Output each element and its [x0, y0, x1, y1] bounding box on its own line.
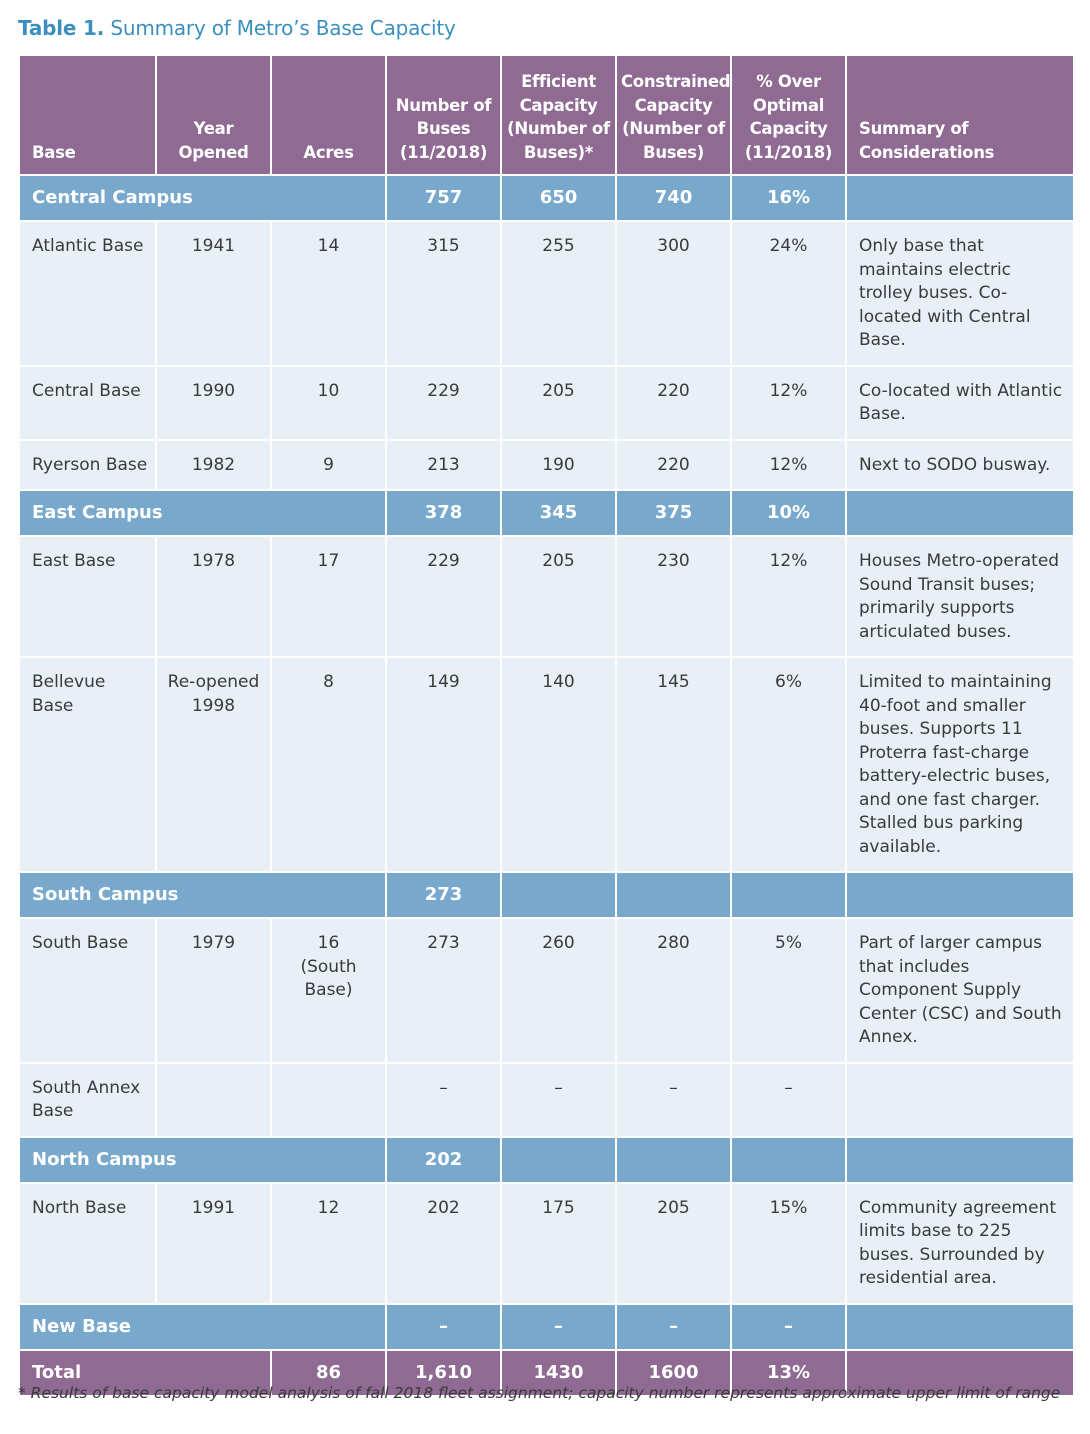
- base-acres: 17: [271, 536, 386, 657]
- table-number: Table 1.: [18, 16, 105, 40]
- base-constrained: 220: [616, 366, 731, 440]
- base-year: 1991: [156, 1183, 271, 1304]
- header-base: Base: [19, 55, 156, 175]
- header-year-opened: Year Opened: [156, 55, 271, 175]
- base-efficient: 205: [501, 536, 616, 657]
- campus-over: [731, 872, 846, 918]
- base-efficient: 175: [501, 1183, 616, 1304]
- campus-row-north: [19, 1137, 1074, 1183]
- base-name: Bellevue Base: [19, 657, 156, 872]
- base-over: 15%: [731, 1183, 846, 1304]
- base-constrained: 300: [616, 221, 731, 366]
- campus-buses: –: [386, 1304, 501, 1350]
- base-notes: Community agreement limits base to 225 buses. Surrounded by residential area.: [846, 1183, 1074, 1304]
- base-year: Re-opened 1998: [156, 657, 271, 872]
- base-efficient: 205: [501, 366, 616, 440]
- total-acres: 86: [271, 1350, 386, 1396]
- campus-row-new-base: [19, 1304, 1074, 1350]
- base-notes: Next to SODO busway.: [846, 440, 1074, 491]
- base-notes: Part of larger campus that includes Component Supply Center (CSC) and South Annex.: [846, 918, 1074, 1063]
- header-number-of-buses: Number of Buses (11/2018): [386, 55, 501, 175]
- base-buses: 315: [386, 221, 501, 366]
- header-efficient-capacity: Efficient Capacity (Number of Buses)*: [501, 55, 616, 175]
- campus-name: East Campus: [19, 490, 386, 536]
- campus-efficient: [501, 872, 616, 918]
- base-name: Central Base: [19, 366, 156, 440]
- base-year: [156, 1063, 271, 1137]
- campus-row-east: [19, 490, 1074, 536]
- table-title: [18, 16, 456, 40]
- base-buses: –: [386, 1063, 501, 1137]
- campus-over: –: [731, 1304, 846, 1350]
- base-name: Atlantic Base: [19, 221, 156, 366]
- base-buses: 229: [386, 366, 501, 440]
- base-efficient: 190: [501, 440, 616, 491]
- base-notes: Houses Metro-operated Sound Transit buses; primarily supports articulated buses.: [846, 536, 1074, 657]
- base-over: 12%: [731, 366, 846, 440]
- base-over: 12%: [731, 440, 846, 491]
- table-row: [19, 1183, 1074, 1304]
- base-capacity-table: [18, 54, 1075, 1397]
- base-buses: 149: [386, 657, 501, 872]
- base-name: South Base: [19, 918, 156, 1063]
- table-row: [19, 440, 1074, 491]
- campus-efficient: –: [501, 1304, 616, 1350]
- base-year: 1941: [156, 221, 271, 366]
- base-acres: 14: [271, 221, 386, 366]
- base-over: –: [731, 1063, 846, 1137]
- campus-constrained: [616, 1137, 731, 1183]
- total-over: 13%: [731, 1350, 846, 1396]
- table-row: [19, 1063, 1074, 1137]
- base-constrained: –: [616, 1063, 731, 1137]
- base-year: 1982: [156, 440, 271, 491]
- campus-buses: 273: [386, 872, 501, 918]
- base-over: 24%: [731, 221, 846, 366]
- base-notes: Limited to maintaining 40-foot and smaller buses. Supports 11 Proterra fast-charge battery-electric buses, and one fast charger. Stalled bus parking available.: [846, 657, 1074, 872]
- campus-row-south: [19, 872, 1074, 918]
- campus-efficient: 345: [501, 490, 616, 536]
- table-row: [19, 366, 1074, 440]
- campus-row-central: [19, 175, 1074, 221]
- campus-buses: 378: [386, 490, 501, 536]
- base-acres: 8: [271, 657, 386, 872]
- base-name: North Base: [19, 1183, 156, 1304]
- campus-constrained: –: [616, 1304, 731, 1350]
- header-over-optimal: % Over Optimal Capacity (11/2018): [731, 55, 846, 175]
- header-constrained-capacity: Constrained Capacity (Number of Buses): [616, 55, 731, 175]
- base-buses: 273: [386, 918, 501, 1063]
- base-notes: Only base that maintains electric trolley buses. Co-located with Central Base.: [846, 221, 1074, 366]
- table-row: [19, 657, 1074, 872]
- total-buses: 1,610: [386, 1350, 501, 1396]
- base-buses: 229: [386, 536, 501, 657]
- base-notes: Co-located with Atlantic Base.: [846, 366, 1074, 440]
- campus-over: 16%: [731, 175, 846, 221]
- table-row: [19, 536, 1074, 657]
- base-efficient: –: [501, 1063, 616, 1137]
- base-constrained: 205: [616, 1183, 731, 1304]
- base-over: 12%: [731, 536, 846, 657]
- base-notes: [846, 1063, 1074, 1137]
- base-name: South Annex Base: [19, 1063, 156, 1137]
- campus-constrained: 375: [616, 490, 731, 536]
- base-acres: 12: [271, 1183, 386, 1304]
- base-year: 1979: [156, 918, 271, 1063]
- campus-name: South Campus: [19, 872, 386, 918]
- table-row: [19, 221, 1074, 366]
- header-row: [19, 55, 1074, 175]
- base-buses: 213: [386, 440, 501, 491]
- base-constrained: 230: [616, 536, 731, 657]
- campus-name: New Base: [19, 1304, 386, 1350]
- campus-buses: 202: [386, 1137, 501, 1183]
- table-row: [19, 918, 1074, 1063]
- header-acres: Acres: [271, 55, 386, 175]
- base-constrained: 220: [616, 440, 731, 491]
- campus-buses: 757: [386, 175, 501, 221]
- base-efficient: 140: [501, 657, 616, 872]
- base-year: 1978: [156, 536, 271, 657]
- base-acres: 9: [271, 440, 386, 491]
- campus-name: Central Campus: [19, 175, 386, 221]
- campus-notes: [846, 1304, 1074, 1350]
- campus-notes: [846, 872, 1074, 918]
- total-label: Total: [19, 1350, 271, 1396]
- base-name: Ryerson Base: [19, 440, 156, 491]
- campus-notes: [846, 175, 1074, 221]
- table-caption: Summary of Metro’s Base Capacity: [104, 16, 456, 40]
- campus-name: North Campus: [19, 1137, 386, 1183]
- base-over: 5%: [731, 918, 846, 1063]
- base-year: 1990: [156, 366, 271, 440]
- base-constrained: 280: [616, 918, 731, 1063]
- campus-notes: [846, 1137, 1074, 1183]
- campus-efficient: 650: [501, 175, 616, 221]
- base-buses: 202: [386, 1183, 501, 1304]
- base-acres: 16 (South Base): [271, 918, 386, 1063]
- header-summary: Summary of Considerations: [846, 55, 1074, 175]
- base-efficient: 260: [501, 918, 616, 1063]
- base-name: East Base: [19, 536, 156, 657]
- footnote: * Results of base capacity model analysis of fall 2018 fleet assignment; capacity number represents approximate upper limit of range: [18, 1384, 1061, 1402]
- campus-over: 10%: [731, 490, 846, 536]
- campus-efficient: [501, 1137, 616, 1183]
- base-constrained: 145: [616, 657, 731, 872]
- campus-notes: [846, 490, 1074, 536]
- campus-over: [731, 1137, 846, 1183]
- base-over: 6%: [731, 657, 846, 872]
- base-efficient: 255: [501, 221, 616, 366]
- campus-constrained: [616, 872, 731, 918]
- total-constrained: 1600: [616, 1350, 731, 1396]
- base-acres: [271, 1063, 386, 1137]
- total-efficient: 1430: [501, 1350, 616, 1396]
- campus-constrained: 740: [616, 175, 731, 221]
- base-acres: 10: [271, 366, 386, 440]
